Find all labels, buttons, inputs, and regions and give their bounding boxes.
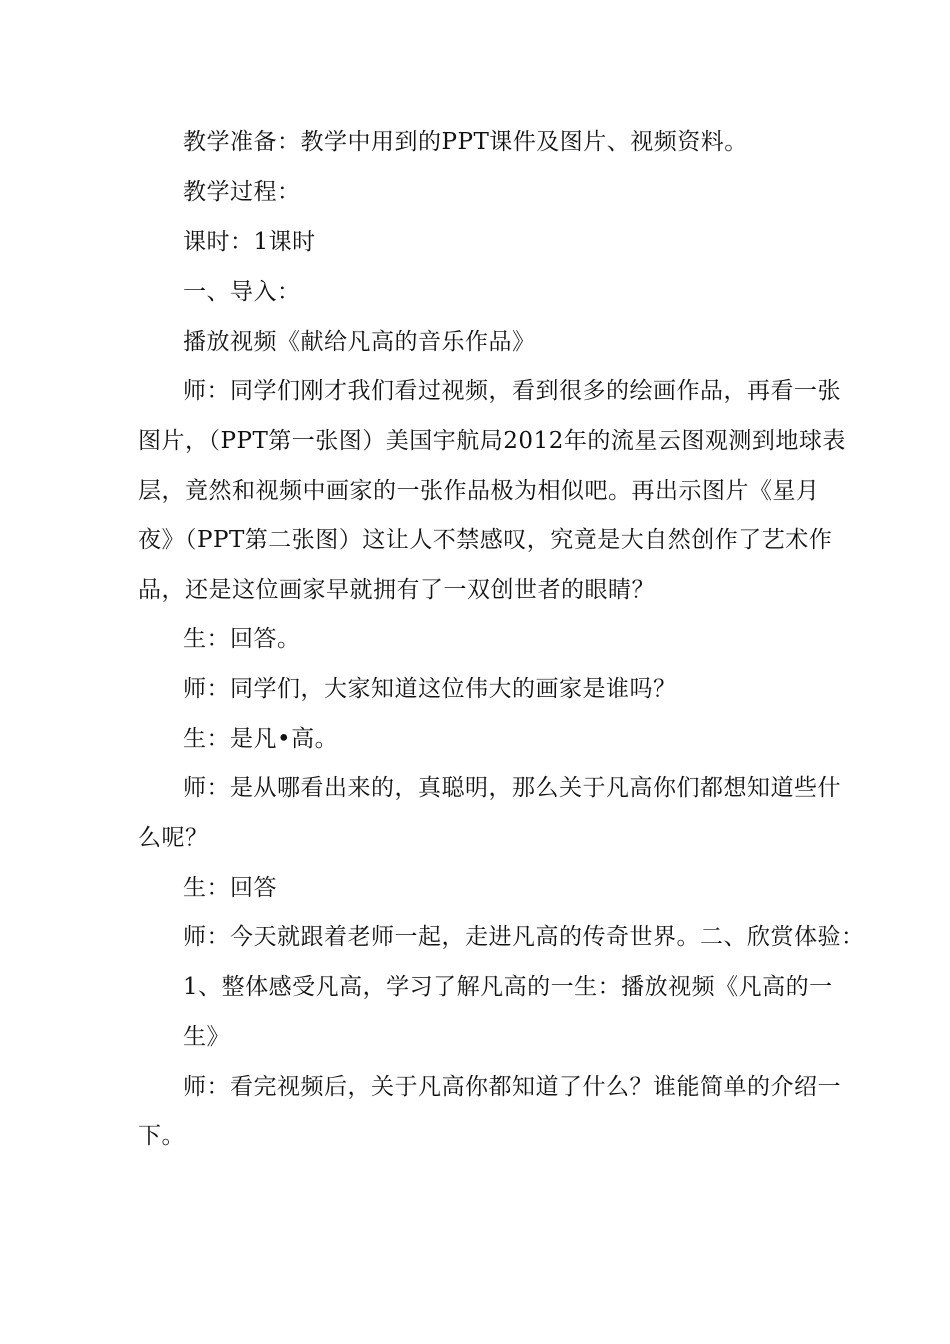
paragraph-line: 师：是从哪看出来的，真聪明，那么关于凡高你们都想知道些什 (183, 775, 841, 801)
paragraph-line: 品，还是这位画家早就拥有了一双创世者的眼睛？ (138, 577, 655, 603)
paragraph-line: 么呢？ (138, 825, 209, 851)
paragraph-line: 夜》（PPT第二张图）这让人不禁感叹，究竟是大自然创作了艺术作 (138, 527, 833, 553)
paragraph-line: 播放视频《献给凡高的音乐作品》 (183, 329, 536, 355)
paragraph-line: 师：今天就跟着老师一起，走进凡高的传奇世界。二、欣赏体验： (183, 924, 865, 950)
paragraph-line: 图片，（PPT第一张图）美国宇航局2012年的流星云图观测到地球表 (138, 428, 846, 454)
paragraph-line: 生：回答 (183, 875, 277, 901)
paragraph-line: 师：看完视频后，关于凡高你都知道了什么？谁能简单的介绍一 (183, 1074, 841, 1100)
paragraph-line: 生》 (183, 1024, 230, 1050)
paragraph-line: 师：同学们，大家知道这位伟大的画家是谁吗？ (183, 676, 677, 702)
paragraph-line: 师：同学们刚才我们看过视频，看到很多的绘画作品，再看一张 (183, 378, 841, 404)
paragraph-line: 层，竟然和视频中画家的一张作品极为相似吧。再出示图片《星月 (138, 478, 820, 504)
section-intro-heading: 一、导入： (183, 279, 301, 305)
paragraph-line: 1、整体感受凡高，学习了解凡高的一生：播放视频《凡高的一 (183, 974, 833, 1000)
teaching-preparation-line: 教学准备：教学中用到的PPT课件及图片、视频资料。 (183, 129, 748, 155)
paragraph-line: 生：是凡•高。 (183, 726, 339, 752)
paragraph-line: 下。 (138, 1123, 185, 1149)
class-hours-line: 课时：1课时 (183, 229, 316, 255)
paragraph-line: 生：回答。 (183, 626, 301, 652)
teaching-process-heading: 教学过程： (183, 179, 301, 205)
